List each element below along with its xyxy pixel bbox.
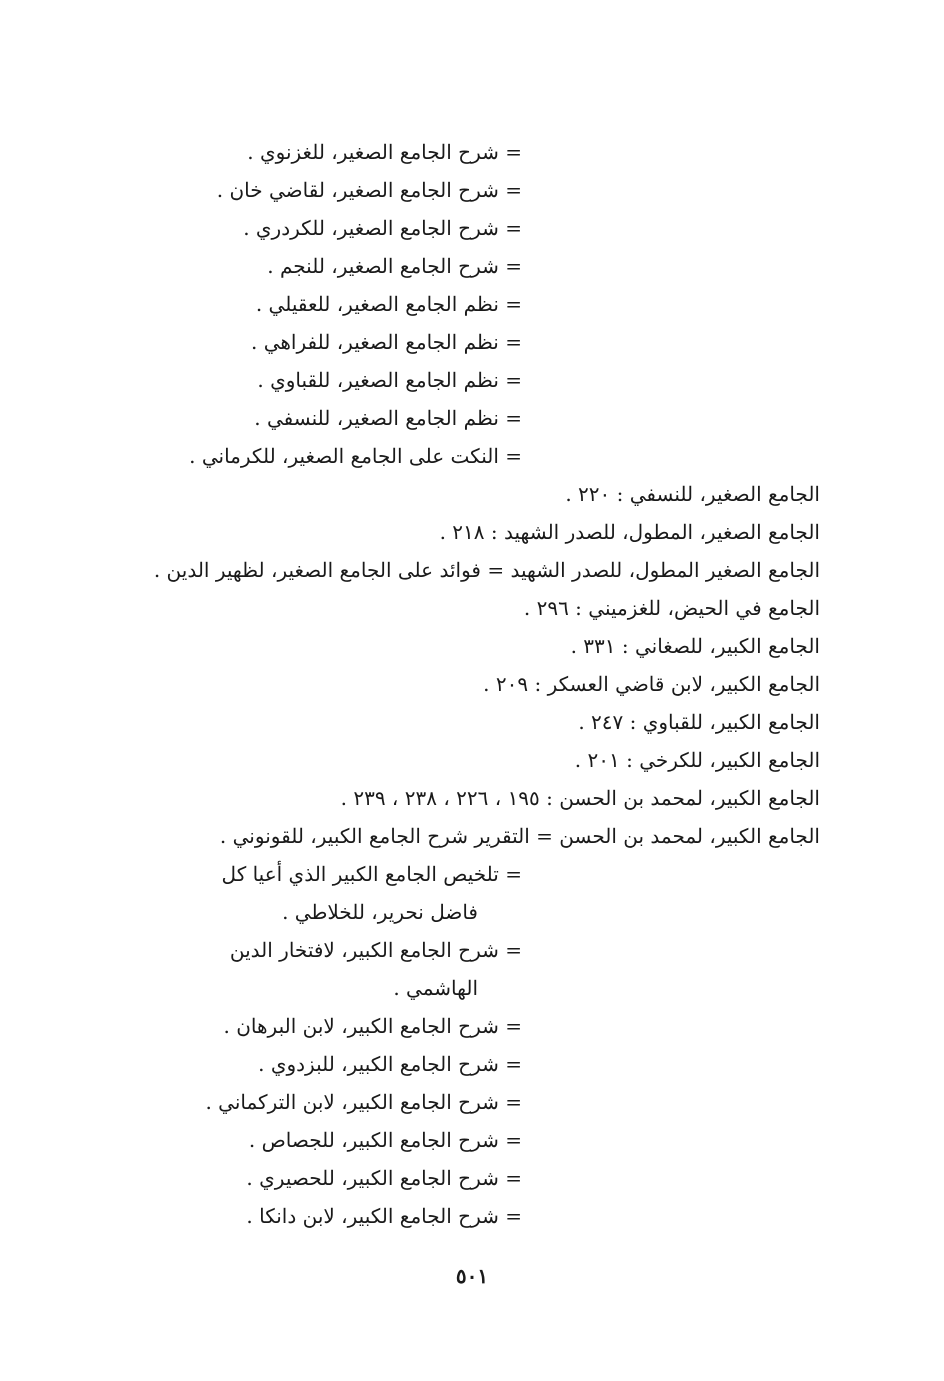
index-entry: الجامع الصغير، للنسفي : ٢٢٠ .	[565, 482, 820, 506]
index-line-continuation: فاضل نحرير، للخلاطي .	[282, 900, 478, 924]
index-line: = نظم الجامع الصغير، للعقيلي .	[255, 292, 522, 316]
index-entry: الجامع الكبير، لمحمد بن الحسن = التقرير شرح الجامع الكبير، للقونوني .	[219, 824, 820, 848]
index-line: = نظم الجامع الصغير، للنسفي .	[254, 406, 522, 430]
index-line-continuation: الهاشمي .	[393, 976, 478, 1000]
index-entry: الجامع الصغير، المطول، للصدر الشهيد : ٢١٨ .	[439, 520, 820, 544]
index-line: = نظم الجامع الصغير، للفراهي .	[250, 330, 522, 354]
index-line: = النكت على الجامع الصغير، للكرماني .	[189, 444, 522, 468]
index-entry: الجامع الكبير، للصغاني : ٣٣١ .	[570, 634, 820, 658]
index-entry: الجامع الصغير المطول، للصدر الشهيد = فوائد على الجامع الصغير، لظهير الدين .	[153, 558, 820, 582]
index-line: = شرح الجامع الصغير، للغزنوي .	[247, 140, 522, 164]
index-line: = شرح الجامع الصغير، لقاضي خان .	[216, 178, 522, 202]
index-line: = شرح الجامع الكبير، للبزدوي .	[258, 1052, 522, 1076]
index-entry: الجامع الكبير، للكرخي : ٢٠١ .	[574, 748, 820, 772]
index-line: = شرح الجامع الصغير، للنجم .	[267, 254, 522, 278]
index-line: = شرح الجامع الكبير، لابن دانكا .	[246, 1204, 522, 1228]
index-line: = شرح الجامع الكبير، للحصيري .	[246, 1166, 522, 1190]
index-line: = شرح الجامع الكبير، لافتخار الدين	[229, 938, 522, 962]
index-entry: الجامع في الحيض، للغزميني : ٢٩٦ .	[523, 596, 820, 620]
page-number: ٥٠١	[455, 1264, 489, 1288]
index-line: = شرح الجامع الكبير، للجصاص .	[248, 1128, 522, 1152]
index-line: = شرح الجامع الصغير، للكردري .	[243, 216, 522, 240]
index-entry: الجامع الكبير، لابن قاضي العسكر : ٢٠٩ .	[483, 672, 820, 696]
index-line: = شرح الجامع الكبير، لابن البرهان .	[223, 1014, 522, 1038]
index-entry: الجامع الكبير، لمحمد بن الحسن : ١٩٥ ، ٢٢٦ ، ٢٣٨ ، ٢٣٩ .	[340, 786, 820, 810]
index-line: = نظم الجامع الصغير، للقباوي .	[257, 368, 522, 392]
index-entry: الجامع الكبير، للقباوي : ٢٤٧ .	[578, 710, 820, 734]
index-line: = تلخيص الجامع الكبير الذي أعيا كل	[221, 862, 522, 886]
index-line: = شرح الجامع الكبير، لابن التركماني .	[205, 1090, 522, 1114]
